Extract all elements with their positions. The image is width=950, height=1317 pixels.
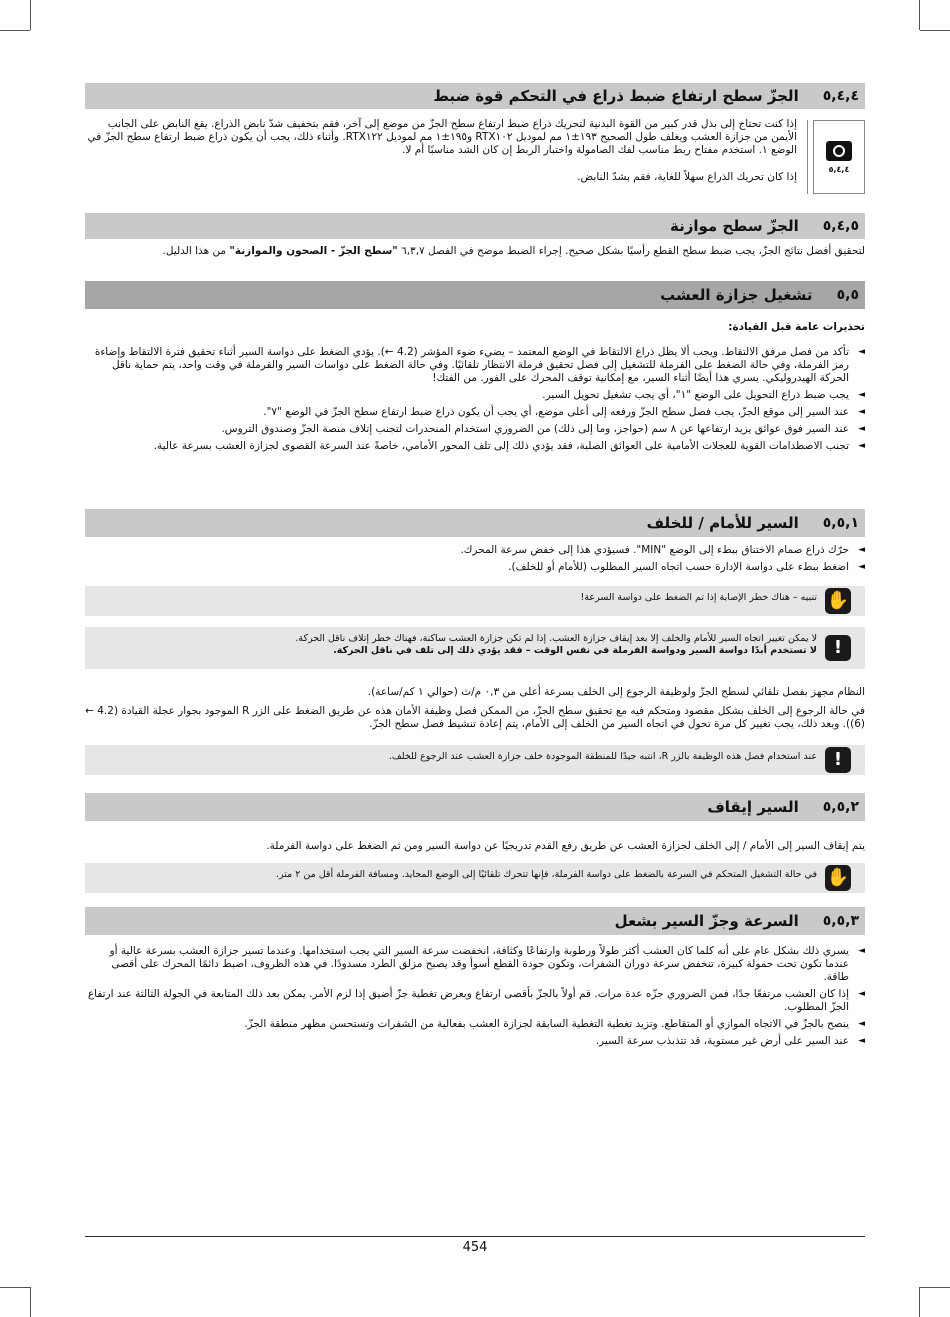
note-text: تنبيه – هناك خطر الإصابة إذا تم الضغط على دواسة السرعة! — [580, 592, 817, 603]
section-header-544 — [85, 83, 865, 109]
hand-stop-icon: ✋ — [825, 588, 851, 614]
warning-note — [85, 627, 865, 669]
crop-mark — [30, 1287, 31, 1317]
list-item: ◄ إذا كان العشب مرتفعًا جدًا، فمن الضروري جزّه عدة مرات. قم أولاً بالجزّ بأقصى ارتفاع وبعرض تغطية جزّ أضيق إذا لزم الأمر. يمكن بعد ذلك المتابعة في الجولة الثالثة عند ارتفاع الجزّ المطلوب. — [85, 988, 865, 1014]
paragraph: إذا كان تحريك الذراع سهلاً للغاية، فقم بشدّ النابض. — [577, 171, 797, 183]
crop-mark — [919, 0, 920, 30]
list-item: ◄ اضغط ببطء على دواسة الإدارة حسب اتجاه السير المطلوب (للأمام أو للخلف). — [85, 561, 865, 574]
list-item: ◄ عند السير على أرض غير مستوية، قد تتذبذب سرعة السير. — [85, 1035, 865, 1048]
heading: تحذيرات عامة قبل القيادة: — [728, 321, 865, 333]
section-number: ٥,٥,٢ — [822, 799, 859, 815]
paragraph: يتم إيقاف السير إلى الأمام / إلى الخلف لجزازة العشب عن طريق رفع القدم تدريجيًا عن دواسة السير ومن ثم الضغط على دواسة الفرملة. — [266, 840, 865, 852]
section-header-551 — [85, 509, 865, 537]
warnings-heading — [85, 321, 865, 334]
note-text: عند استخدام فصل هذه الوظيفة بالزر R، انتبه جيدًا للمنطقة الموجودة خلف جزازة العشب عند الرجوع للخلف. — [388, 751, 817, 762]
crop-mark — [0, 30, 30, 31]
divider — [807, 120, 808, 194]
speed-list — [85, 945, 865, 1052]
section-title: الجزّ سطح موازنة — [669, 217, 799, 235]
crop-mark — [920, 30, 950, 31]
reverse-body — [85, 686, 865, 731]
hand-stop-icon: ✋ — [825, 865, 851, 891]
warning-note — [85, 745, 865, 775]
section-body-544 — [85, 118, 797, 184]
section-title: الجزّ سطح ارتفاع ضبط ذراع في التحكم قوة ضبط — [433, 87, 799, 105]
caution-note — [85, 863, 865, 893]
note-text: لا يمكن تغيير اتجاه السير للأمام والخلف إلا بعد إيقاف جزازة العشب. إذا لم تكن جزازة العشب ساكنة، فهناك خطر إتلاف ناقل الحركة. — [295, 633, 817, 644]
section-header-55 — [85, 281, 865, 309]
paragraph — [85, 245, 865, 258]
icon-label: ٥,٤,٤ — [828, 164, 850, 174]
text-run: من هذا الدليل. — [162, 245, 230, 257]
section-header-545 — [85, 213, 865, 239]
note-text: في حالة التشغيل المتحكم في السرعة بالضغط على دواسة الفرملة، فإنها تتحرك تلقائيًا إلى الوضع المحايد. ومسافة الفرملة أقل من ٢ متر. — [275, 869, 817, 880]
exclamation-icon: ! — [825, 747, 851, 773]
crop-mark — [919, 1287, 920, 1317]
footer-rule — [85, 1236, 865, 1237]
list-item: ◄ ينصح بالجزّ في الاتجاه الموازي أو المتقاطع. وتزيد تغطية التغطية السابقة لجزازة العشب بفعالية من الشفرات وتستحسن مظهر منطقة الجزّ. — [85, 1018, 865, 1031]
list-item: ◄ تأكد من فصل مرفق الالتقاط. ويجب ألا يظل ذراع الالتقاط في الوضع المعتمد – يضيء ضوء المؤشر (4.2 ←). يؤدي الضغط على دواسة السير أثناء تحقيق فترة الالتقاط وإضاءة رمز الفرملة، وفي حالة الضغط على الفرملة للتشغيل إلى فصل تحقيق فرملة الانتظار تلقائيًا. وفي حالة الضغط على دواسات السير والفرملة في وقت واحد، يتم حماية ناقل الحركة الهيدروليكي. يسري هذا أيضًا أثناء السير، مع إمكانية توقف المحرك على الفور. من الفتك! — [85, 346, 865, 385]
warnings-list — [85, 346, 865, 457]
section-number: ٥,٥,١ — [822, 515, 859, 531]
section-header-552 — [85, 793, 865, 821]
camera-icon — [826, 141, 852, 161]
stop-body — [85, 840, 865, 853]
list-item: ◄ يسري ذلك بشكل عام على أنه كلما كان العشب أكثر طولاً ورطوبة وارتفاعًا وكثافة، انخفضت سرعة السير التي يجب استخدامها. وعندما تسير جزازة العشب بسرعة عالية أو عندما تكون تحت حمولة كبيرة، تنخفض سرعة دوران الشفرات، وتكون جودة القطع أسوأ وقد يصبح مزلق الطرد مسدودًا. في هذه الظروف، اضبط دائمًا المحرك على أقصى طاقة. — [85, 945, 865, 984]
section-header-553 — [85, 907, 865, 935]
list-item: ◄ تجنب الاصطدامات القوية للعجلات الأمامية على العوائق الصلبة، فقد يؤدي ذلك إلى تلف المحور الأمامي، خاصةً عند السرعة القصوى لجزازة العشب بسرعة عالية. — [85, 440, 865, 453]
crop-mark — [920, 1287, 950, 1288]
list-item: ◄ عند السير فوق عوائق يزيد ارتفاعها عن ٨ سم (حواجز، وما إلى ذلك) من الضروري استخدام المنحدرات لتجنب إتلاف منصة الجزّ وصندوق التروس. — [85, 423, 865, 436]
text-run: لتحقيق أفضل نتائج الجزّ، يجب ضبط سطح القطع رأسيًا بشكل صحيح. إجراء الضبط موضح في الفصل ٦,٣,٧ — [397, 245, 865, 257]
crop-mark — [0, 1287, 30, 1288]
paragraph: في حالة الرجوع إلى الخلف بشكل مقصود ومتحكم فيه مع تحقيق سطح الجزّ، من الممكن فصل وظيفة الأمان هذه عن طريق الضغط على الزر R الموجود بجوار عجلة القيادة (4.2 ← (6)). وبعد ذلك، يجب تغيير كل مرة تحول في اتجاه السير من الخلف إلى الأمام، يتم إعادة تنشيط فصل سطح الجزّ. — [85, 705, 865, 730]
paragraph: إذا كنت تحتاج إلى بذل قدر كبير من القوة البدنية لتحريك ذراع ضبط ارتفاع سطح الجزّ من موضع إلى آخر، فقم بتخفيف شدّ نابض الذراع. يقع النابض على الجانب الأيمن من جزازة العشب ويغلف طول الصحيح ١٩٣±١ مم لموديل RTX١٠٢ و١٩٥±١ مم لموديل RTX١٢٢. وأثناء ذلك، يجب أن يكون ذراع ضبط ارتفاع سطح الجزّ في الوضع ١. استخدم مفتاح ربط مناسب لفك الصامولة واختبار الربط إن كان الشد مناسبًا أم لا. — [87, 118, 797, 156]
section-number: ٥,٤,٥ — [822, 218, 859, 234]
page-number: 454 — [462, 1240, 488, 1255]
list-item: ◄ يجب ضبط ذراع التحويل على الوضع "١"، أي يجب تشغيل تحويل السير. — [85, 389, 865, 402]
crop-mark — [30, 0, 31, 30]
section-number: ٥,٥ — [836, 287, 859, 303]
list-item: ◄ عند السير إلى موقع الجزّ، يجب فصل سطح الجزّ ورفعه إلى أعلى موضع، أي يجب أن يكون ذراع ضبط ارتفاع سطح الجزّ في الوضع "٧". — [85, 406, 865, 419]
section-title: السير إيقاف — [707, 798, 799, 816]
drive-list — [85, 544, 865, 578]
note-text: لا تستخدم أبدًا دواسة السير ودواسة الفرملة في نفس الوقت – فقد يؤدي ذلك إلى تلف في ناقل الحركة. — [333, 645, 817, 656]
paragraph: النظام مجهز بفصل تلقائي لسطح الجزّ ولوظيفة الرجوع إلى الخلف بسرعة أعلى من ٠,٣ م/ث (حوالي ١ كم/ساعة). — [367, 686, 865, 698]
list-item: ◄ حرّك ذراع صمام الاختناق ببطء إلى الوضع "MIN". فسيؤدي هذا إلى خفض سرعة المحرك. — [85, 544, 865, 557]
section-body-545 — [85, 245, 865, 258]
section-number: ٥,٥,٣ — [822, 913, 859, 929]
camera-icon-box — [813, 120, 865, 194]
caution-note — [85, 586, 865, 616]
section-title: السرعة وجزّ السير بشعل — [614, 912, 799, 930]
section-number: ٥,٤,٤ — [822, 88, 859, 104]
chapter-reference: "سطح الجزّ - الصحون والموازنة" — [229, 245, 398, 257]
exclamation-icon: ! — [825, 635, 851, 661]
section-title: تشغيل جزازة العشب — [660, 286, 813, 304]
section-title: السير للأمام / للخلف — [646, 514, 799, 532]
